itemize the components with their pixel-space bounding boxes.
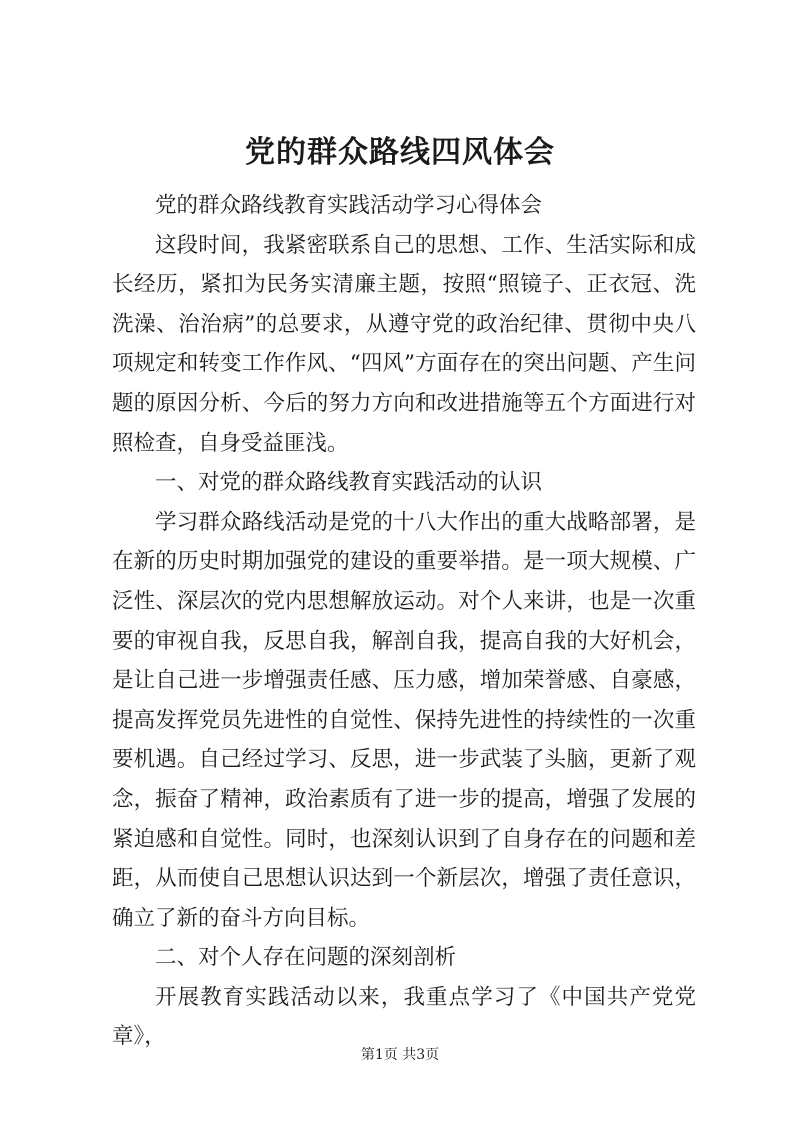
page-number-footer: 第1页 共3页: [360, 1047, 440, 1063]
section-heading: 一、对党的群众路线教育实践活动的认识: [155, 470, 543, 496]
body-paragraph: 这段时间，我紧密联系自己的思想、工作、生活实际和成长经历，紧扣为民务实清廉主题，按照“照镜子、正衣冠、洗洗澡、治治病”的总要求，从遵守党的政治纪律、贯彻中央八项规定和转变工作作风、“四风”方面存在的突出问题、产生问题的原因分析、今后的努力方向和改进措施等五个方面进行对照检查，自身受益匪浅。: [112, 232, 696, 456]
subtitle-paragraph: 党的群众路线教育实践活动学习心得体会: [155, 193, 543, 218]
body-paragraph: 学习群众路线活动是党的十八大作出的重大战略部署，是在新的历史时期加强党的建设的重要举措。是一项大规模、广泛性、深层次的党内思想解放运动。对个人来讲，也是一次重要的审视自我，反思自我，解剖自我，提高自我的大好机会，是让自己进一步增强责任感、压力感，增加荣誉感、自豪感，提高发挥党员先进性的自觉性、保持先进性的持续性的一次重要机遇。自己经过学习、反思，进一步武装了头脑，更新了观念，振奋了精神，政治素质有了进一步的提高，增强了发展的紧迫感和自觉性。同时，也深刻认识到了自身存在的问题和差距，从而使自己思想认识达到一个新层次，增强了责任意识，确立了新的奋斗方向目标。: [112, 509, 696, 931]
document-title: 党的群众路线四风体会: [245, 135, 555, 170]
body-paragraph: 开展教育实践活动以来，我重点学习了《中国共产党党章》，: [112, 984, 696, 1050]
section-heading: 二、对个人存在问题的深刻剖析: [155, 945, 457, 971]
document-body: [112, 186, 696, 1057]
